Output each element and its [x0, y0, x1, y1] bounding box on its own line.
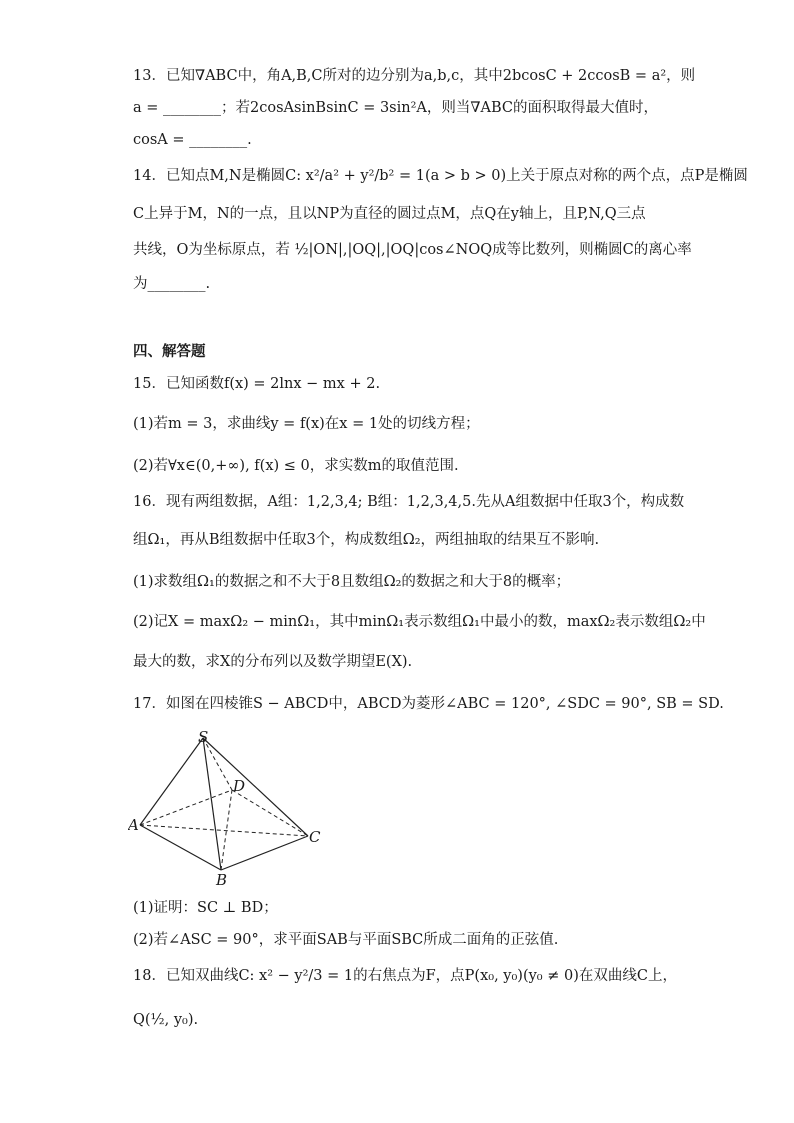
q15-part2: (2)若∀x∈(0,+∞), f(x) ≤ 0，求实数m的取值范围.	[133, 458, 459, 474]
q14-line2: C上异于M，N的一点，且以NP为直径的圆过点M，点Q在y轴上，且P,N,Q三点	[133, 206, 646, 222]
q16-part2-line1: (2)记X = maxΩ₂ − minΩ₁，其中minΩ₁表示数组Ω₁中最小的数，maxΩ₂表示数组Ω₂中	[133, 614, 706, 630]
label-B: B	[216, 871, 228, 888]
q14-line4: 为________.	[133, 276, 211, 292]
q14-line3: 共线，O为坐标原点，若 ½|ON|,|OQ|,|OQ|cos∠NOQ成等比数列，则椭圆C的离心率	[133, 242, 692, 258]
q15-part1: (1)若m = 3，求曲线y = f(x)在x = 1处的切线方程；	[133, 416, 480, 432]
q16-line2: 组Ω₁，再从B组数据中任取3个，构成数组Ω₂，两组抽取的结果互不影响.	[133, 532, 600, 548]
q17-stem: 17．如图在四棱锥S − ABCD中，ABCD为菱形∠ABC = 120°, ∠SDC = 90°, SB = SD.	[133, 696, 724, 712]
q18-line1: 18．已知双曲线C: x² − y²/3 = 1的右焦点为F，点P(x₀, y₀)(y₀ ≠ 0)在双曲线C上，	[133, 968, 677, 984]
diag-BD	[221, 790, 232, 870]
q15-stem: 15．已知函数f(x) = 2lnx − mx + 2.	[133, 376, 381, 392]
q17-part2: (2)若∠ASC = 90°，求平面SAB与平面SBC所成二面角的正弦值.	[133, 932, 559, 948]
q13-line2: a = ________；若2cosAsinBsinC = 3sin²A，则当∇ABC的面积取得最大值时，	[133, 100, 658, 116]
edge-AD	[140, 790, 232, 825]
edge-BC	[221, 836, 308, 870]
label-S: S	[198, 728, 209, 746]
section-heading: 四、解答题	[133, 343, 206, 360]
q16-line1: 16．现有两组数据，A组：1,2,3,4; B组：1,2,3,4,5.先从A组数据中任取3个，构成数	[133, 494, 685, 510]
label-C: C	[309, 828, 321, 846]
label-A: A	[128, 816, 139, 834]
diag-AC	[140, 825, 308, 836]
edge-SA	[140, 738, 203, 825]
label-D: D	[233, 777, 246, 795]
q16-part1: (1)求数组Ω₁的数据之和不大于8且数组Ω₂的数据之和大于8的概率；	[133, 574, 571, 590]
edge-SC	[203, 738, 308, 836]
q13-line1: 13．已知∇ABC中，角A,B,C所对的边分别为a,b,c，其中2bcosC + 2ccosB = a²，则	[133, 68, 696, 84]
q16-part2-line2: 最大的数，求X的分布列以及数学期望E(X).	[133, 654, 413, 670]
edge-DC	[232, 790, 308, 836]
q13-line3: cosA = ________.	[133, 132, 252, 148]
pyramid-figure	[128, 728, 328, 888]
q17-part1: (1)证明：SC ⊥ BD；	[133, 900, 278, 916]
edge-AB	[140, 825, 221, 870]
q18-line2: Q(½, y₀).	[133, 1012, 199, 1028]
edge-SB	[203, 738, 221, 870]
q14-line1: 14．已知点M,N是椭圆C: x²/a² + y²/b² = 1(a > b > 0)上关于原点对称的两个点，点P是椭圆	[133, 168, 748, 184]
